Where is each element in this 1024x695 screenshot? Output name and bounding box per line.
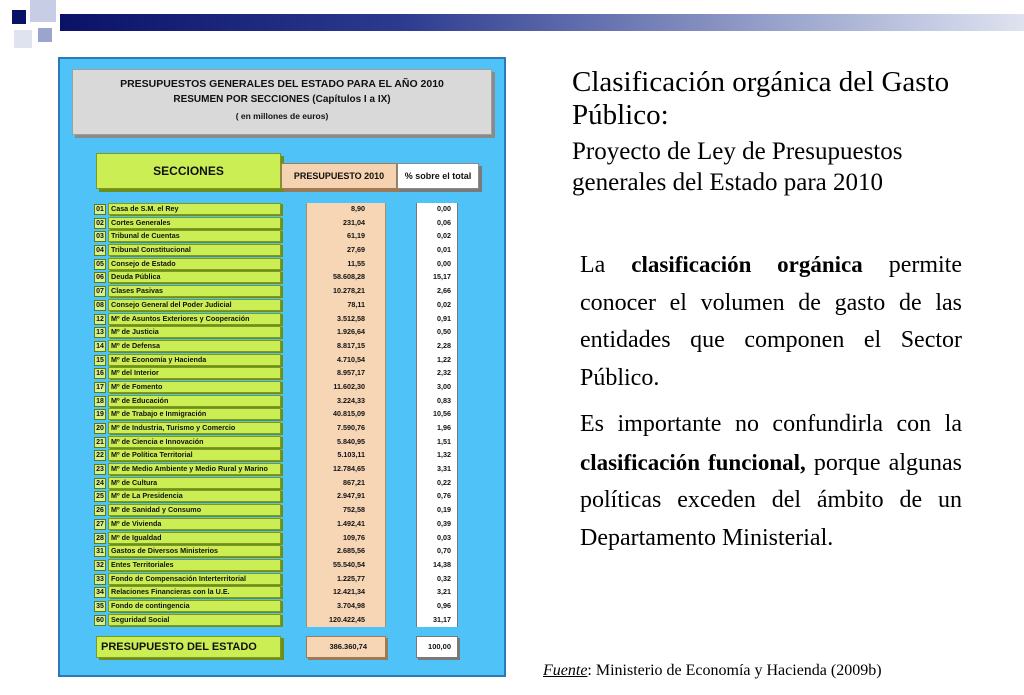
row-budget: 12.784,65: [306, 463, 386, 477]
row-budget: 3.704,98: [306, 600, 386, 614]
row-section-name: Consejo General del Poder Judicial: [108, 299, 281, 311]
deco-square-pale: [14, 30, 32, 48]
row-budget: 40.815,09: [306, 408, 386, 422]
paragraph-2-highlight: clasificación funcional,: [580, 449, 806, 475]
row-number: 01: [94, 204, 106, 215]
row-budget: 11,55: [306, 258, 386, 272]
row-section-name: Mº de Ciencia e Innovación: [108, 436, 281, 448]
paragraph-2-rest: porque algunas políticas exceden del ámbito de un Departamento Ministerial.: [580, 449, 962, 551]
row-number: 19: [94, 409, 106, 420]
row-number: 22: [94, 450, 106, 461]
row-section-name: Mº del Interior: [108, 367, 281, 379]
row-number: 31: [94, 546, 106, 557]
row-percentage: 15,17: [416, 271, 458, 285]
column-header-porcentaje: % sobre el total: [397, 163, 479, 189]
row-budget: 1.225,77: [306, 573, 386, 587]
row-section-name: Gastos de Diversos Ministerios: [108, 545, 281, 557]
row-percentage: 0,00: [416, 258, 458, 272]
deco-square-mid: [38, 28, 52, 42]
table-row: [94, 395, 494, 409]
table-row: [94, 299, 494, 313]
row-budget: 12.421,34: [306, 586, 386, 600]
row-number: 25: [94, 491, 106, 502]
table-row: [94, 436, 494, 450]
table-row: [94, 367, 494, 381]
row-section-name: Mº de Sanidad y Consumo: [108, 504, 281, 516]
row-percentage: 14,38: [416, 559, 458, 573]
table-row: [94, 313, 494, 327]
row-percentage: 0,50: [416, 326, 458, 340]
total-label: PRESUPUESTO DEL ESTADO: [96, 636, 281, 658]
table-row: [94, 326, 494, 340]
row-section-name: Mº de Medio Ambiente y Medio Rural y Marino: [108, 463, 281, 475]
row-percentage: 0,83: [416, 395, 458, 409]
table-row: [94, 203, 494, 217]
row-percentage: 2,32: [416, 367, 458, 381]
row-percentage: 31,17: [416, 614, 458, 628]
row-percentage: 0,22: [416, 477, 458, 491]
row-budget: 7.590,76: [306, 422, 386, 436]
row-number: 21: [94, 437, 106, 448]
source-note: [543, 662, 882, 680]
row-percentage: 0,76: [416, 490, 458, 504]
row-section-name: Mº de Defensa: [108, 340, 281, 352]
row-section-name: Fondo de contingencia: [108, 600, 281, 612]
row-percentage: 0,01: [416, 244, 458, 258]
row-number: 14: [94, 341, 106, 352]
paragraph-1-start: La: [580, 252, 606, 278]
row-number: 12: [94, 314, 106, 325]
column-header-secciones: SECCIONES: [96, 153, 281, 189]
table-row: [94, 258, 494, 272]
slide-title: [572, 66, 992, 198]
row-budget: 58.608,28: [306, 271, 386, 285]
budget-table: [58, 57, 506, 677]
row-budget: 1.492,41: [306, 518, 386, 532]
row-number: 20: [94, 423, 106, 434]
row-number: 02: [94, 218, 106, 229]
row-number: 08: [94, 300, 106, 311]
header-bar: [60, 14, 1024, 31]
row-budget: 4.710,54: [306, 354, 386, 368]
table-row: [94, 463, 494, 477]
row-section-name: Mº de Educación: [108, 395, 281, 407]
row-budget: 2.685,56: [306, 545, 386, 559]
table-row: [94, 518, 494, 532]
row-number: 35: [94, 601, 106, 612]
column-header-presupuesto: PRESUPUESTO 2010: [281, 163, 397, 189]
row-budget: 8.957,17: [306, 367, 386, 381]
row-number: 33: [94, 574, 106, 585]
row-budget: 3.224,33: [306, 395, 386, 409]
row-number: 17: [94, 382, 106, 393]
row-number: 32: [94, 560, 106, 571]
row-budget: 867,21: [306, 477, 386, 491]
row-section-name: Mº de Trabajo e Inmigración: [108, 408, 281, 420]
row-number: 04: [94, 245, 106, 256]
paragraph-1-highlight: clasificación orgánica: [631, 252, 863, 277]
table-row: [94, 422, 494, 436]
row-percentage: 0,19: [416, 504, 458, 518]
paragraph-1: [580, 246, 962, 397]
row-percentage: 2,66: [416, 285, 458, 299]
row-percentage: 0,02: [416, 230, 458, 244]
row-budget: 109,76: [306, 532, 386, 546]
row-number: 28: [94, 533, 106, 544]
row-section-name: Mº de La Presidencia: [108, 490, 281, 502]
row-budget: 1.926,64: [306, 326, 386, 340]
row-number: 60: [94, 615, 106, 626]
source-text: : Ministerio de Economía y Hacienda (2009b): [587, 662, 882, 679]
row-budget: 27,69: [306, 244, 386, 258]
title-line-2: Proyecto de Ley de Presupuestos generales del Estado para 2010: [572, 138, 903, 196]
row-section-name: Tribunal de Cuentas: [108, 230, 281, 242]
row-percentage: 0,96: [416, 600, 458, 614]
row-number: 34: [94, 587, 106, 598]
row-budget: 55.540,54: [306, 559, 386, 573]
table-row: [94, 408, 494, 422]
row-number: 16: [94, 368, 106, 379]
paragraph-2: [580, 406, 962, 557]
row-number: 15: [94, 355, 106, 366]
table-row: [94, 271, 494, 285]
row-section-name: Casa de S.M. el Rey: [108, 203, 281, 215]
row-percentage: 3,21: [416, 586, 458, 600]
table-row: [94, 600, 494, 614]
row-number: 18: [94, 396, 106, 407]
table-header: [72, 69, 492, 135]
row-percentage: 3,31: [416, 463, 458, 477]
table-row: [94, 340, 494, 354]
row-budget: 5.103,11: [306, 449, 386, 463]
table-row: [94, 477, 494, 491]
table-row: [94, 244, 494, 258]
row-budget: 2.947,91: [306, 490, 386, 504]
total-percentage: 100,00: [416, 636, 458, 658]
table-subtitle: RESUMEN POR SECCIONES (Capítulos I a IX): [173, 94, 391, 105]
row-budget: 78,11: [306, 299, 386, 313]
paragraph-1-rest: permite conocer el volumen de gasto de las entidades que componen el Sector Público.: [580, 252, 963, 391]
row-budget: 231,04: [306, 217, 386, 231]
table-total-row: [96, 636, 496, 660]
row-section-name: Mº de Industria, Turismo y Comercio: [108, 422, 281, 434]
row-percentage: 1,51: [416, 436, 458, 450]
row-percentage: 0,91: [416, 313, 458, 327]
table-row: [94, 573, 494, 587]
row-section-name: Entes Territoriales: [108, 559, 281, 571]
table-row: [94, 230, 494, 244]
row-budget: 5.840,95: [306, 436, 386, 450]
row-budget: 10.278,21: [306, 285, 386, 299]
row-number: 05: [94, 259, 106, 270]
row-percentage: 0,39: [416, 518, 458, 532]
row-section-name: Mº de Justicia: [108, 326, 281, 338]
paragraph-2-start: Es importante no confundirla con la: [580, 411, 962, 437]
table-row: [94, 217, 494, 231]
row-percentage: 0,70: [416, 545, 458, 559]
row-percentage: 3,00: [416, 381, 458, 395]
row-section-name: Mº de Vivienda: [108, 518, 281, 530]
deco-square-light: [30, 0, 56, 22]
title-line-1: Clasificación orgánica del Gasto Público:: [572, 66, 950, 131]
table-row: [94, 614, 494, 628]
row-percentage: 0,00: [416, 203, 458, 217]
row-section-name: Clases Pasivas: [108, 285, 281, 297]
row-budget: 8,90: [306, 203, 386, 217]
row-number: 03: [94, 231, 106, 242]
row-budget: 11.602,30: [306, 381, 386, 395]
row-section-name: Mº de Asuntos Exteriores y Cooperación: [108, 313, 281, 325]
row-budget: 3.512,58: [306, 313, 386, 327]
source-label: Fuente: [543, 662, 588, 679]
row-budget: 61,19: [306, 230, 386, 244]
row-section-name: Cortes Generales: [108, 217, 281, 229]
row-number: 06: [94, 272, 106, 283]
row-budget: 120.422,45: [306, 614, 386, 628]
row-budget: 752,58: [306, 504, 386, 518]
row-section-name: Mº de Cultura: [108, 477, 281, 489]
row-percentage: 2,28: [416, 340, 458, 354]
row-number: 07: [94, 286, 106, 297]
row-section-name: Mº de Política Territorial: [108, 449, 281, 461]
row-number: 26: [94, 505, 106, 516]
row-section-name: Mº de Economía y Hacienda: [108, 354, 281, 366]
table-title: PRESUPUESTOS GENERALES DEL ESTADO PARA EL AÑO 2010: [120, 78, 444, 90]
table-row: [94, 586, 494, 600]
row-number: 23: [94, 464, 106, 475]
row-section-name: Tribunal Constitucional: [108, 244, 281, 256]
row-number: 13: [94, 327, 106, 338]
table-row: [94, 449, 494, 463]
row-percentage: 0,02: [416, 299, 458, 313]
row-percentage: 1,32: [416, 449, 458, 463]
row-percentage: 1,22: [416, 354, 458, 368]
table-row: [94, 490, 494, 504]
table-row: [94, 504, 494, 518]
row-percentage: 0,32: [416, 573, 458, 587]
row-section-name: Relaciones Financieras con la U.E.: [108, 586, 281, 598]
table-units: ( en millones de euros): [235, 111, 329, 121]
table-row: [94, 532, 494, 546]
row-number: 24: [94, 478, 106, 489]
table-row: [94, 545, 494, 559]
row-section-name: Deuda Pública: [108, 271, 281, 283]
table-row: [94, 559, 494, 573]
row-percentage: 0,03: [416, 532, 458, 546]
row-percentage: 10,56: [416, 408, 458, 422]
row-number: 27: [94, 519, 106, 530]
total-budget: 386.360,74: [306, 636, 386, 658]
table-rows: [94, 203, 494, 627]
body-text: [580, 246, 962, 566]
row-section-name: Seguridad Social: [108, 614, 281, 626]
row-section-name: Mº de Igualdad: [108, 532, 281, 544]
table-row: [94, 354, 494, 368]
row-percentage: 1,96: [416, 422, 458, 436]
row-budget: 8.817,15: [306, 340, 386, 354]
row-section-name: Mº de Fomento: [108, 381, 281, 393]
row-percentage: 0,06: [416, 217, 458, 231]
table-row: [94, 285, 494, 299]
row-section-name: Fondo de Compensación Interterritorial: [108, 573, 281, 585]
deco-square-dark: [12, 10, 26, 24]
row-section-name: Consejo de Estado: [108, 258, 281, 270]
table-row: [94, 381, 494, 395]
